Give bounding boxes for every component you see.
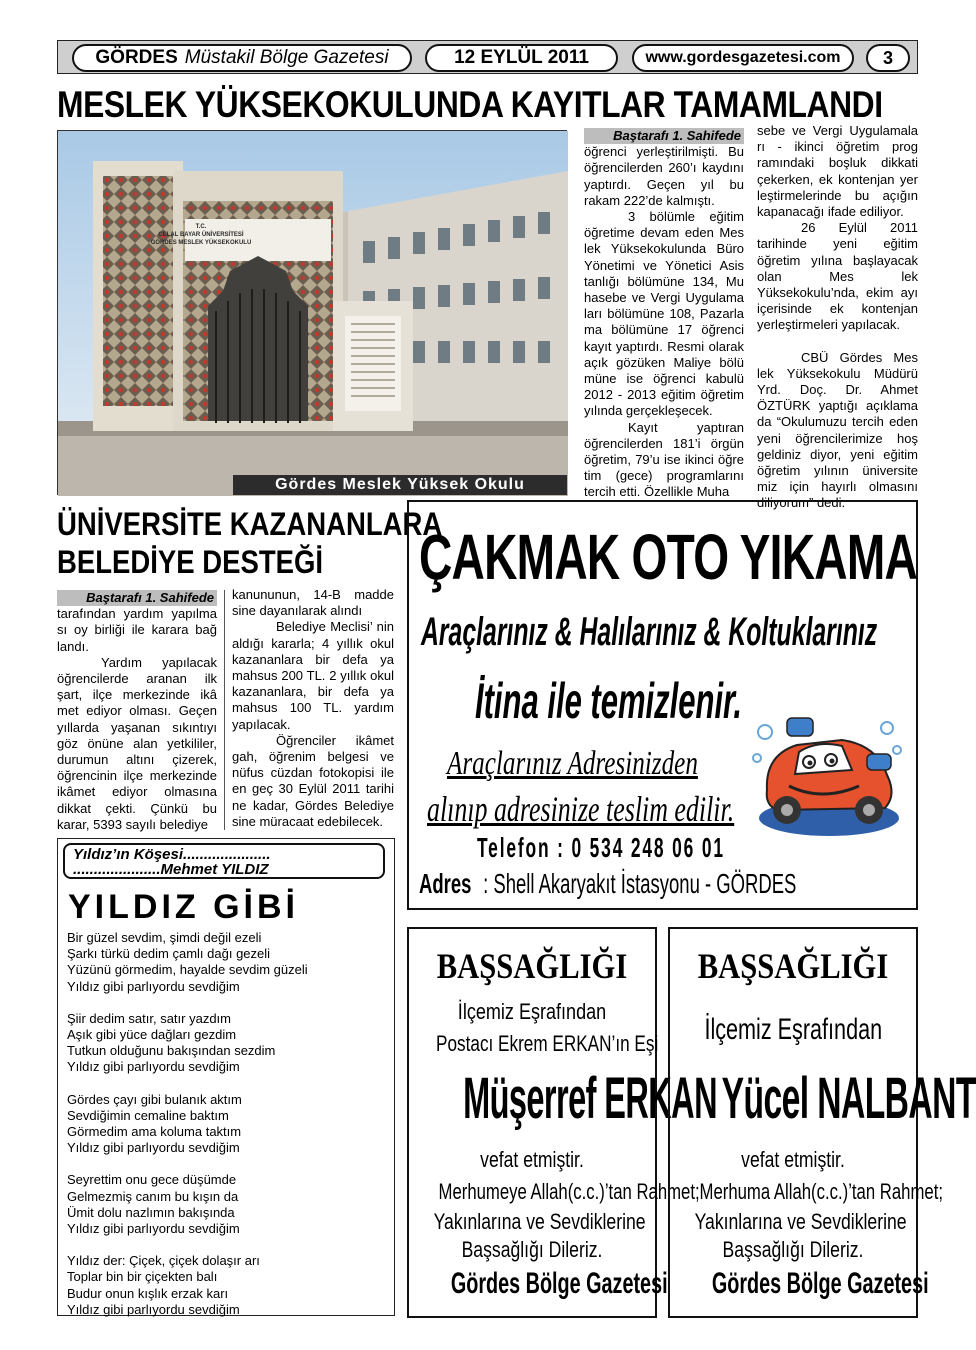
second-headline [57,505,443,581]
condolence-line: Başsağlığı Dileriz. [461,1237,603,1262]
condolence-ad-left [407,927,717,1318]
photo-sign [128,223,274,247]
paragraph: Öğrenciler ikâmet gah, öğrenim belgesi ve nüfus cüzdan fotokopisi ile en geç 30 Eylül 2011 tarihi ne kadar, Gördes Belediye sine müracaat edebilecek. [232,732,394,829]
paper-name-bold: GÖRDES [95,47,178,68]
ad-phone: Telefon : 0 534 248 06 01 [477,832,725,863]
paper-name [72,44,412,72]
poem-text [67,930,387,1334]
school-photo-illustration [58,131,568,496]
poem-stanza [67,1011,387,1076]
condolence-line: Merhumeye Allah(c.c.)’tan Rahmet; [438,1179,700,1204]
poem-line: Seyrettim onu gece düşümde [67,1172,237,1188]
paper-name-rest: Müstakil Bölge Gazetesi [184,47,389,68]
poem-line: Yıldız gibi parlıyordu sevdiğim [67,1140,240,1156]
paragraph: Yardım yapılacak öğrencilerde aranan ilk şart, ilçe merkezinde ikâ met ediyor olması. Geçen yıllarda yaşanan sıkıntıyı göz önüne alan yetkililer, durumun altını çizerek, öğrencinin ilçe merkezinde ikâmet ediyor olmasına dikkat çekti. Çünkü bu karar, 5393 sayılı belediye [57,654,217,832]
poem-author: .....................Mehmet YILDIZ [73,861,269,878]
condolence-title: BAŞSAĞLIĞI [436,946,628,986]
school-photo [57,130,567,495]
poem-line: Yüzünü görmedim, hayalde sevdim güzeli [67,962,308,978]
condolence-line: Başsağlığı Dileriz. [722,1237,864,1262]
poem-line: Bir güzel sevdim, şimdi değil ezeli [67,930,262,945]
condolence-title: BAŞSAĞLIĞI [697,946,889,986]
paragraph: 26 Eylül 2011 tarihinde yeni eğitim öğretim yılına başlayacak olan Mes lek Yüksekokulu’nda, ekim ayı içerisinde ek kontenjan yerleştirmeleri yapılacak. [757,220,918,333]
main-article-col2 [757,123,918,512]
paragraph: Belediye Meclisi’ nin aldığı kararla; 4 yıllık okul kazananlara bir defa ya mahsus 200 TL. 2 yıllık okul kazananlara, bir defa ya mahsus 100 TL. yardım yapılacak. [232,619,394,732]
condolence-signature: Gördes Bölge Gazetesi [450,1267,668,1300]
paragraph: Kayıt yaptıran öğrencilerden 181’i örgün öğretim, 79’u ise ikinci öğre tim (gece) programlarını tercih etti. Özellikle Muha [584,419,744,500]
condolence-line: İlçemiz Eşrafından [704,1013,883,1046]
photo-sign-line: CELAL BAYAR ÜNİVERSİTESİ [158,232,244,238]
poem-line: Ümit dolu nazlımın bakışında [67,1204,235,1220]
ad-line3: Araçlarınız Adresinizden [447,745,698,782]
poem-line: Sevdiğimin cemaline baktım [67,1107,229,1123]
poem-line: Gelmezmiş canım bu kışın da [67,1188,239,1204]
second-headline-line1: ÜNİVERSİTE KAZANANLARA [57,506,443,542]
condolence-line: Yakınlarına ve Sevdiklerine [694,1209,907,1234]
condolence-line: İlçemiz Eşrafından [457,999,607,1024]
continued-label: Baştarafı 1. Sahifede [57,590,217,606]
photo-sign-line: GÖRDES MESLEK YÜKSEKOKULU [150,240,252,246]
poem-line: Yıldız der: Çiçek, çiçek dolaşır arı [67,1253,260,1269]
condolence-line: Postacı Ekrem ERKAN’ın Eşi [436,1031,659,1056]
poem-line: Şiir dedim satır, satır yazdım [67,1010,231,1026]
photo-sign-line: T.C. [195,224,207,230]
page-number: 3 [866,44,910,72]
ad-line4: alınıp adresinize teslim edilir. [427,789,735,829]
condolence-signature: Gördes Bölge Gazetesi [711,1267,929,1300]
condolence-ad-right [668,927,976,1318]
column-divider [224,590,225,830]
poem-line: Budur onun kışlık erzak karı [67,1285,229,1301]
poem-line: Şarkı türkü dedim çamlı dağı gezeli [67,946,271,962]
paragraph: 3 bölümle eğitim öğretime devam eden Mes lek Yüksekokulunda Büro Yönetimi ve Yönetici Asis tanlığı bölümüne 134, Mu hasebe ve Vergi Uygulama ları bölümüne 108, Pazarla ma bölümüne 17 öğrenci kayıt yaptırdı. Resmi olarak açık gözüken Maliye bölü müne ise öğrenci kabulü 2012 - 2013 eğitim öğretim yılında gerçekleşecek. [584,209,744,419]
ad-line2: İtina ile temizlenir. [475,673,743,729]
ad-title: ÇAKMAK OTO YIKAMA [419,521,918,593]
car-cartoon-icon [747,700,907,845]
poem-stanza [67,1253,387,1318]
photo-caption: Gördes Meslek Yüksek Okulu [233,475,567,495]
ad-line1: Araçlarınız & Halılarınız & Koltuklarınız [421,610,878,654]
deceased-name: Yücel NALBANT [721,1066,976,1131]
main-headline: MESLEK YÜKSEKOKULUNDA KAYITLAR TAMAMLANDI [57,84,883,125]
poem-stanza [67,930,387,995]
poem-line: Gördes çayı gibi bulanık aktım [67,1091,242,1107]
second-article-col1 [57,590,217,833]
website-link[interactable]: www.gordesgazetesi.com [632,44,854,72]
ad-address-text: : Shell Akaryakıt İstasyonu - GÖRDES [483,868,797,899]
paragraph: CBÜ Gördes Mes lek Yüksekokulu Müdürü Yrd. Doç. Dr. Ahmet ÖZTÜRK yaptığı açıklama da “Okulumuzu tercih eden yeni öğrencilerimize hoş geldiniz diyor, yeni eğitim öğretim yılının üniversite miz için hayırlı olmasını diliyorum” dedi. [757,349,918,511]
continued-label: Baştarafı 1. Sahifede [584,128,744,144]
poem-stanza [67,1092,387,1157]
second-headline-line2: BELEDİYE DESTEĞİ [57,544,324,580]
car-wash-ad [407,500,918,910]
paragraph: öğrenci yerleştirilmişti. Bu öğrencilerden 260’ı kaydını yaptırdı. Geçen yıl bu rakam 222’de kalmıştı. [584,144,744,208]
condolence-line: vefat etmiştir. [480,1147,584,1172]
poem-line: Yıldız gibi parlıyordu sevdiğim [67,978,240,994]
poem-line: Yıldız gibi parlıyordu sevdiğim [67,1059,240,1075]
paragraph: sebe ve Vergi Uygulamala rı - ikinci öğretim prog ramındaki boşluk dikkati çekerken, ek kontenjan yer leştirmelerinde bu açığın kapanacağı ifade ediliyor. [757,123,918,220]
issue-date: 12 EYLÜL 2011 [425,44,618,72]
poem-line: Aşık gibi yüce dağları gezdim [67,1027,237,1043]
ad-address-label: Adres [419,868,472,899]
poem-line: Toplar bin bir çiçekten balı [67,1269,218,1285]
poem-line: Yıldız gibi parlıyordu sevdiğim [67,1301,240,1317]
paragraph: kanununun, 14-B madde sine dayanılarak alındı [232,587,394,619]
poem-column-name: Yıldız’ın Köşesi..................... [73,846,271,863]
condolence-line: Yakınlarına ve Sevdiklerine [433,1209,646,1234]
poem-stanza [67,1172,387,1237]
poem-line: Tutkun olduğunu bakışından sezdim [67,1043,276,1059]
poem-title: YILDIZ GİBİ [68,888,299,926]
poem-line: Görmedim ama koluma taktım [67,1124,242,1140]
second-article-col2 [232,587,394,830]
ad-address [419,868,796,900]
condolence-line: vefat etmiştir. [741,1147,845,1172]
main-article-col1 [584,128,744,501]
condolence-line: Merhuma Allah(c.c.)’tan Rahmet; [699,1179,943,1204]
poem-line: Yıldız gibi parlıyordu sevdiğim [67,1221,240,1237]
paragraph: tarafından yardım yapılma sı oy birliği ile karara bağ landı. [57,606,217,654]
poem-column-tag [63,843,385,879]
deceased-name: Müşerref ERKAN [463,1066,717,1131]
